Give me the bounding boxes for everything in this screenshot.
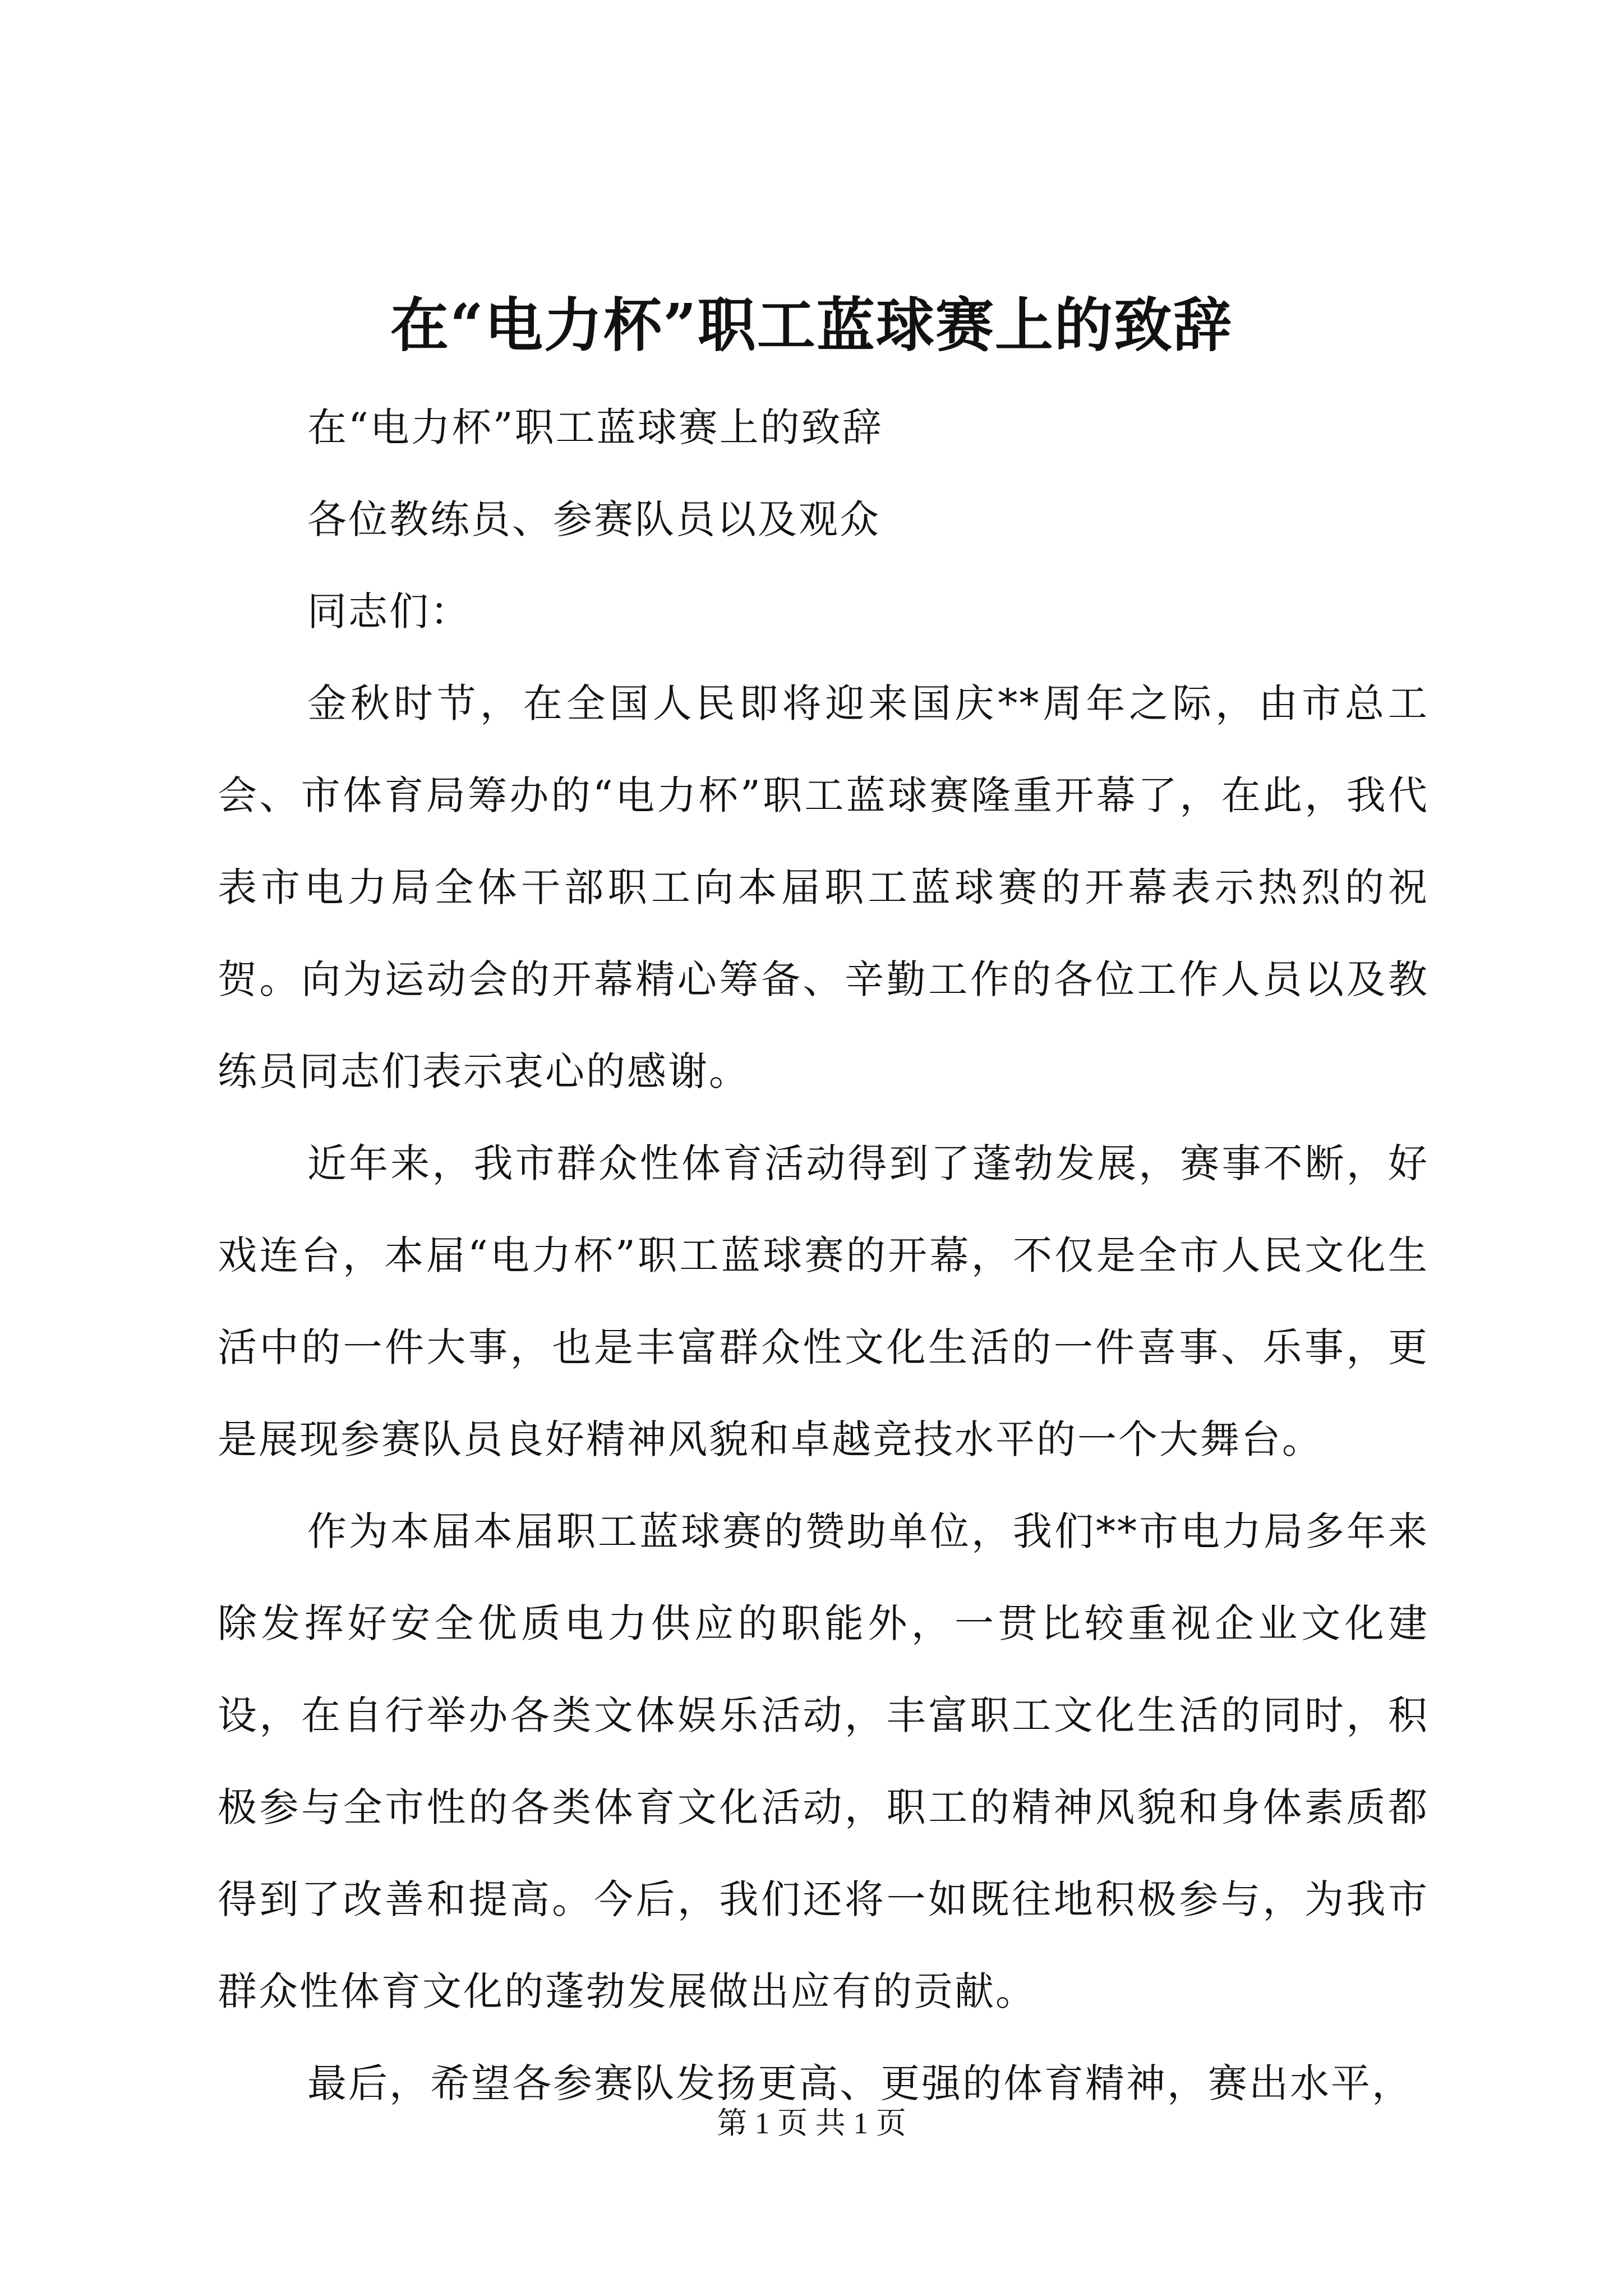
body-paragraph: 最后，希望各参赛队发扬更高、更强的体育精神，赛出水平，: [307, 2060, 1413, 2106]
greeting-paragraph: 同志们：: [307, 588, 471, 634]
subtitle-paragraph: 在“电力杯”职工蓝球赛上的致辞: [307, 404, 883, 450]
document-body: [218, 381, 1429, 2129]
salutation-paragraph: 各位教练员、参赛队员以及观众: [307, 496, 880, 542]
body-paragraph: 作为本届本届职工蓝球赛的赞助单位，我们**市电力局多年来除发挥好安全优质电力供应的职能外，一贯比较重视企业文化建设，在自行举办各类文体娱乐活动，丰富职工文化生活的同时，积极参与全市性的各类体育文化活动，职工的精神风貌和身体素质都得到了改善和提高。今后，我们还将一如既往地积极参与，为我市群众性体育文化的蓬勃发展做出应有的贡献。: [218, 1508, 1429, 2014]
document-title: 在“电力杯”职工蓝球赛上的致辞: [390, 291, 1233, 360]
body-paragraph: 近年来，我市群众性体育活动得到了蓬勃发展，赛事不断，好戏连台，本届“电力杯”职工蓝球赛的开幕，不仅是全市人民文化生活中的一件大事，也是丰富群众性文化生活的一件喜事、乐事，更是展现参赛队员良好精神风貌和卓越竞技水平的一个大舞台。: [218, 1140, 1429, 1462]
page-footer: 第 1 页 共 1 页: [717, 2106, 906, 2140]
body-paragraph: 金秋时节，在全国人民即将迎来国庆**周年之际，由市总工会、市体育局筹办的“电力杯”职工蓝球赛隆重开幕了，在此，我代表市电力局全体干部职工向本届职工蓝球赛的开幕表示热烈的祝贺。向为运动会的开幕精心筹备、辛勤工作的各位工作人员以及教练员同志们表示衷心的感谢。: [218, 680, 1429, 1094]
